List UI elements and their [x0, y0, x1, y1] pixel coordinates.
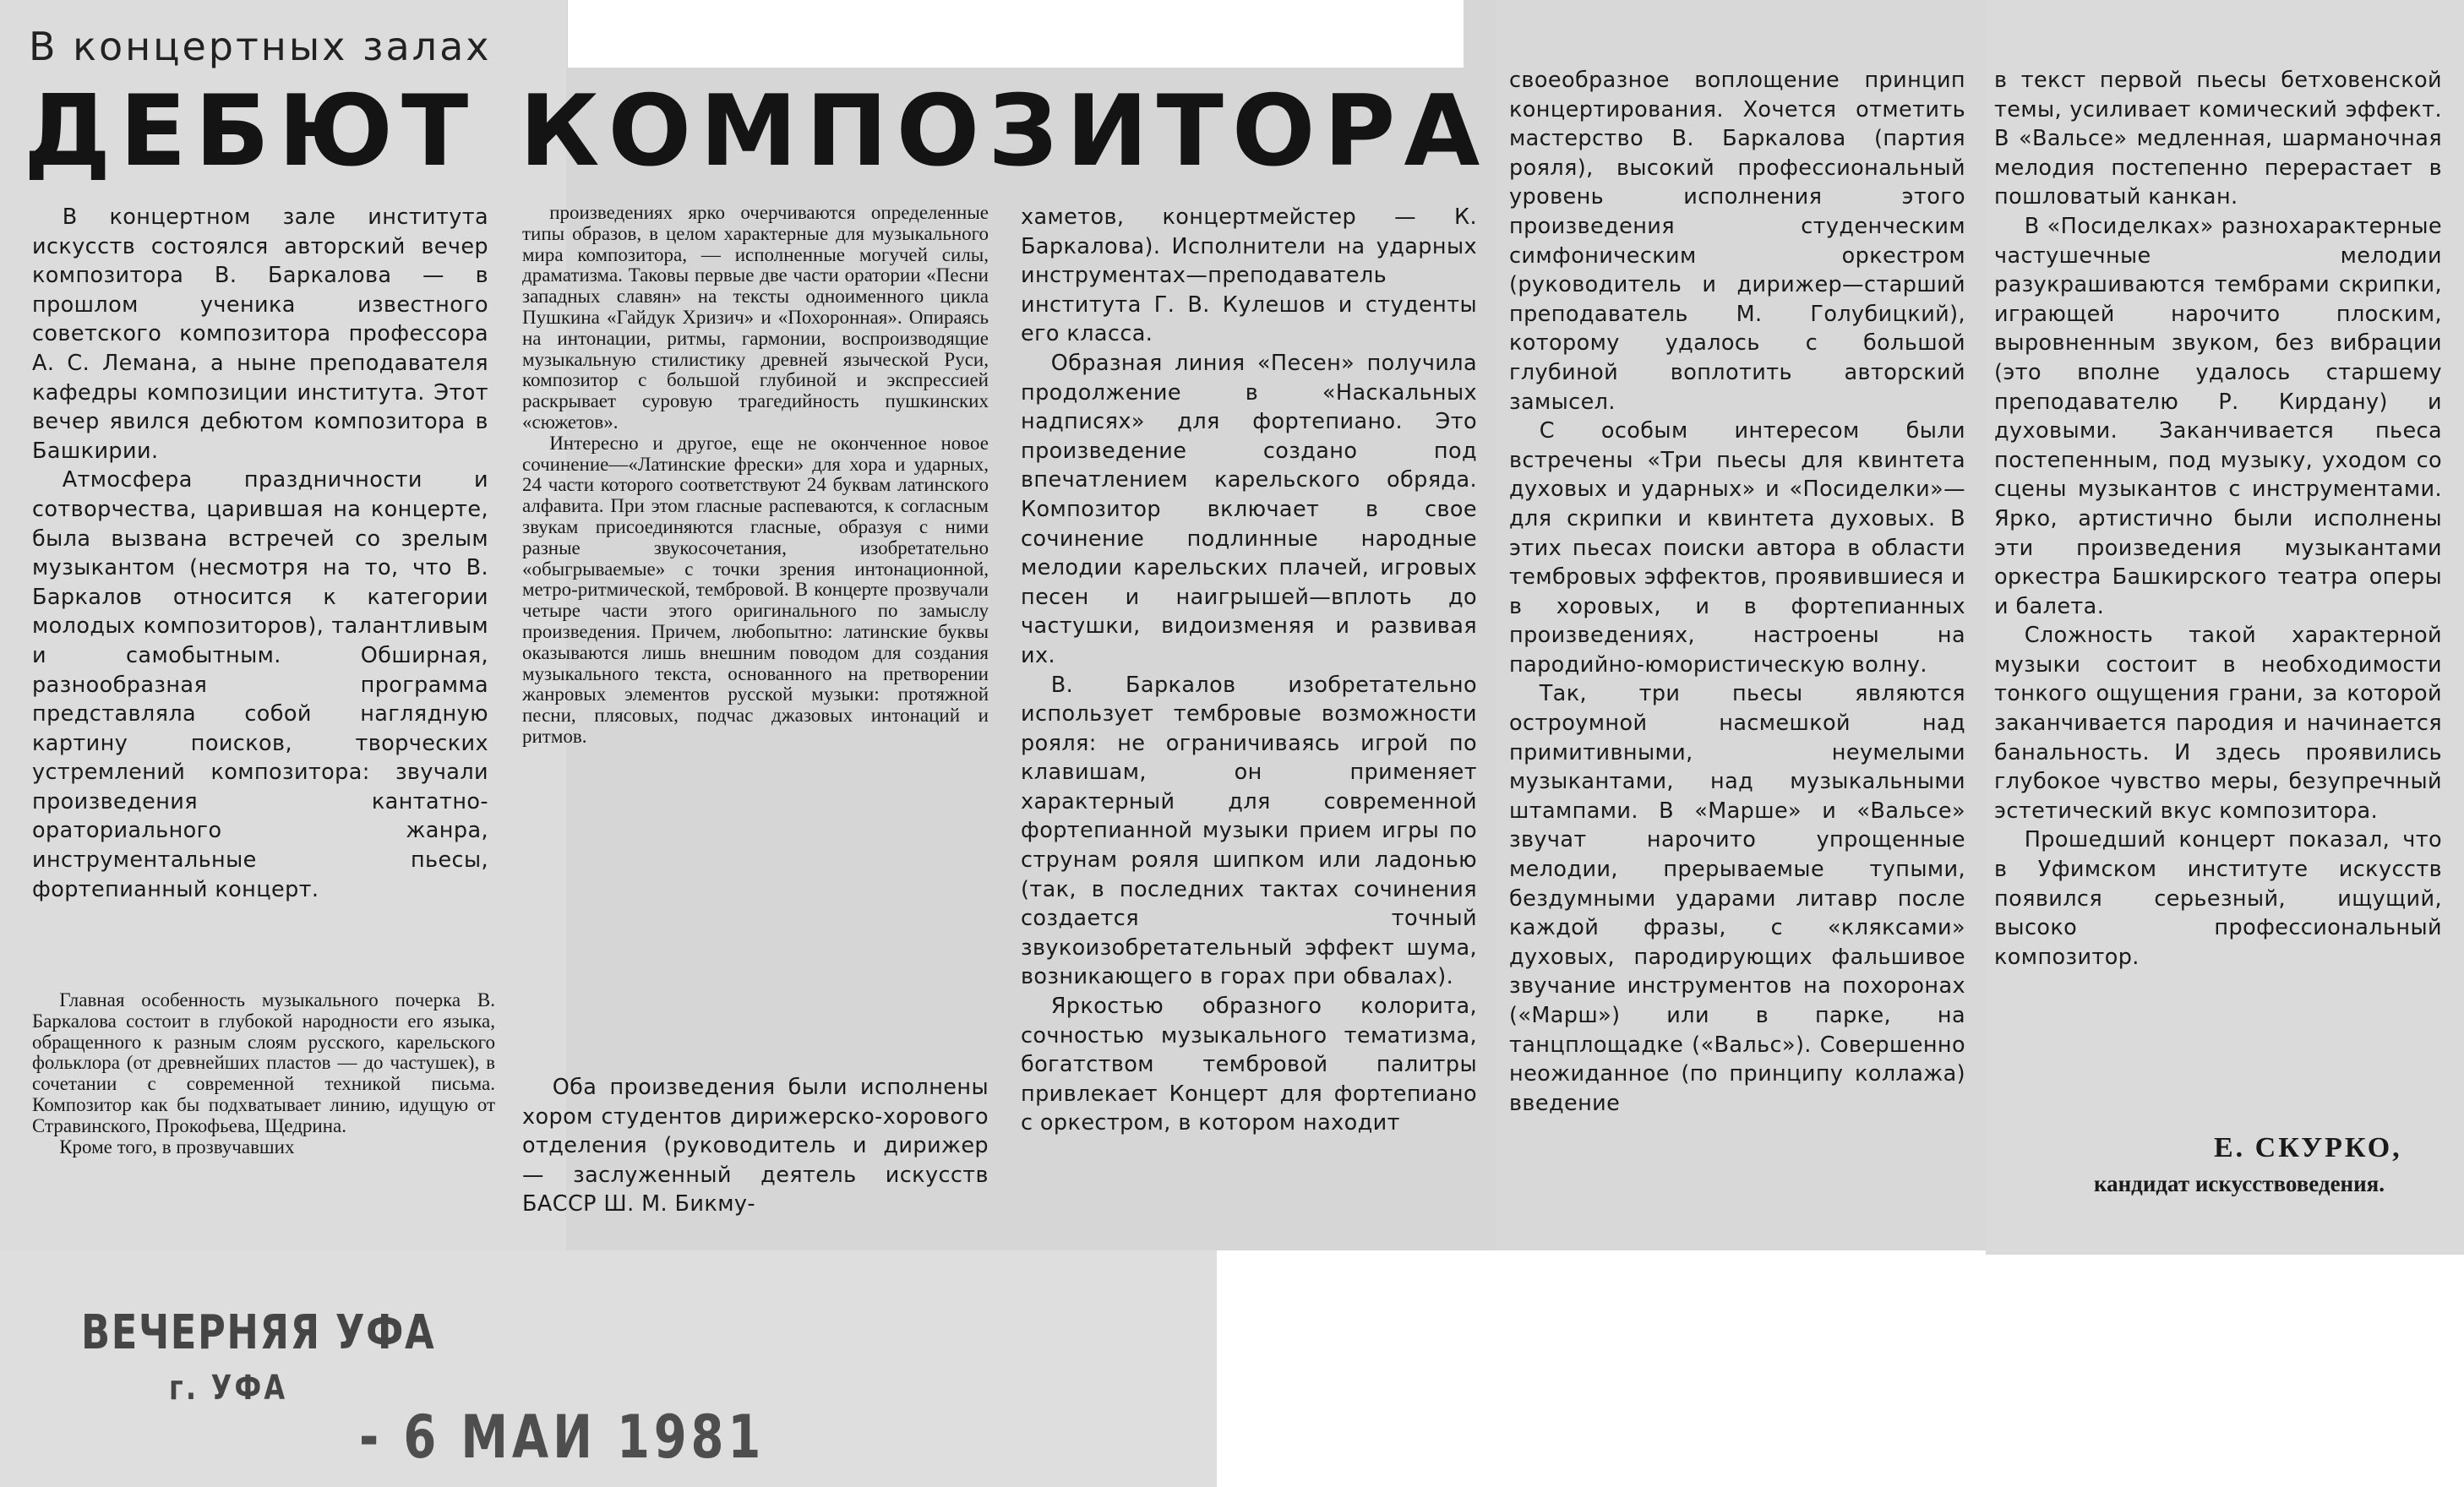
paragraph: произведениях ярко очерчиваются определенные типы образов, в целом характерные для музыкального мира композитора, — исполненные могучей силы, драматизма. Таковы первые две части оратории «Песни западных славян» на тексты одноименного цикла Пушкина «Гайдук Хризич» и «Похоронная». Опираясь на интонации, ритмы, гармонии, воспроизводящие музыкальную стилистику древней языческой Руси, композитор с большой глубиной и экспрессией раскрывает суровую трагедийность пушкинских «сюжетов». — [522, 202, 989, 433]
paragraph: Прошедший концерт показал, что в Уфимском институте искусств появился серьезный, ищущий, высоко профессиональный композитор. — [1994, 827, 2442, 970]
headline: ДЕБЮТ КОМПОЗИТОРА — [24, 74, 1489, 188]
author-name: Е. СКУРКО, — [2214, 1132, 2402, 1163]
newspaper-stamp: ВЕЧЕРНЯЯ УФА — [81, 1305, 436, 1360]
paragraph: С особым интересом были встречены «Три пьесы для квинтета духовых и ударных» и «Посиделки»—для скрипки и квинтета духовых. В этих пьесах поиски автора в области тембровых эффектов, проявившиеся и в хоровых, и в фортепианных произведениях, настроены на пародийно-юмористическую волну. — [1509, 418, 1965, 678]
top-gap — [568, 0, 1464, 68]
paragraph: В. Баркалов изобретательно использует тембровые возможности рояля: не ограничиваясь игрой по клавишам, он применяет характерный для современной фортепианной музыки прием игры по струнам рояля шипком или ладонью (так, в последних тактах сочинения создается точный звукоизобретательный эффект шума, возникающего в горах при обвалах). — [1021, 672, 1477, 990]
article-column-5 — [1994, 66, 2442, 970]
paragraph: В «Посиделках» разнохарактерные частушечные мелодии разукрашиваются тембрами скрипки, играющей нарочито плоским, выровненным звуком, без вибрации (это вполне удалось старшему преподавателю Р. Кирдану) и духовыми. Заканчивается пьеса постепенным, под музыку, уходом со сцены музыкантов с инструментами. Ярко, артистично были исполнены эти произведения музыкантами оркестра Башкирского театра оперы и балета. — [1994, 213, 2442, 619]
date-stamp: - 6 МАИ 1981 — [359, 1403, 766, 1472]
rubric: В концертных залах — [29, 24, 492, 69]
paragraph: В концертном зале института искусств состоялся авторский вечер композитора В. Баркалова — в прошлом ученика известного советского композитора профессора А. С. Лемана, а ныне преподавателя кафедры композиции института. Этот вечер явился дебютом композитора в Башкирии. — [32, 204, 488, 464]
blank-area — [1217, 1263, 2464, 1487]
city-stamp: г. УФА — [169, 1369, 288, 1408]
paragraph: в текст первой пьесы бетховенской темы, усиливает комический эффект. В «Вальсе» медленная, шарманочная мелодия постепенно перерастает в пошловатый канкан. — [1994, 68, 2442, 210]
paragraph: Оба произведения были исполнены хором студентов дирижерско-хорового отделения (руководитель и дирижер — заслуженный деятель искусств БАССР Ш. М. Бикму- — [522, 1075, 989, 1217]
paragraph: Атмосфера праздничности и сотворчества, царившая на концерте, была вызвана встречей со зрелым музыкантом (несмотря на то, что В. Баркалов относится к категории молодых композиторов), талантливым и самобытным. Обширная, разнообразная программа представляла собой наглядную картину поисков, творческих устремлений композитора: звучали произведения кантатно-ораториального жанра, инструментальные пьесы, фортепианный концерт. — [32, 467, 488, 902]
paragraph: Яркостью образного колорита, сочностью музыкального тематизма, богатством тембровой палитры привлекает Концерт для фортепиано с оркестром, в котором находит — [1021, 994, 1477, 1136]
paragraph: Главная особенность музыкального почерка В. Баркалова состоит в глубокой народности его языка, обращенного к разным слоям русского, карельского фольклора (от древнейших пластов — до частушек), в сочетании с современной техникой письма. Композитор как бы подхватывает линию, идущую от Стравинского, Прокофьева, Щедрина. — [32, 989, 495, 1136]
article-column-3 — [1021, 203, 1477, 1255]
author-title: кандидат искусствоведения. — [2093, 1171, 2385, 1196]
article-column-2 — [522, 203, 989, 1056]
paragraph: Сложность такой характерной музыки состоит в необходимости тонкого ощущения грани, за которой заканчивается пародия и начинается банальность. И здесь проявились глубокое чувство меры, безупречный эстетический вкус композитора. — [1994, 623, 2442, 824]
paragraph: Интересно и другое, еще не оконченное новое сочинение—«Латинские фрески» для хора и ударных, 24 части которого соответствуют 24 буквам латинского алфавита. При этом гласные распеваются, к согласным звукам присоединяются гласные, образуя с ними разные звукосочетания, изобретательно «обыгрываемые» с точки зрения интонационной, метро-ритмической, тембровой. В концерте прозвучали четыре части этого оригинального по замыслу произведения. Причем, любопытно: латинские буквы оказываются лишь внешним поводом для создания музыкального текста, основанного на претворении жанровых элементов русской музыки: протяжной песни, плясовых, подчас джазовых интонаций и ритмов. — [522, 432, 989, 747]
paragraph: своеобразное воплощение принцип концертирования. Хочется отметить мастерство В. Баркалова (партия рояля), высокий профессиональный уровень исполнения этого произведения студенческим симфоническим оркестром (руководитель и дирижер—старший преподаватель М. Голубицкий), которому удалось с большой глубиной воплотить авторский замысел. — [1509, 68, 1965, 415]
article-column-1-continued — [32, 990, 495, 1256]
paragraph: Образная линия «Песен» получила продолжение в «Наскальных надписях» для фортепиано. Это произведение создано под впечатлением карельского обряда. Композитор включает в свое сочинение подлинные народные мелодии карельских плачей, игровых песен и наигрышей—вплоть до частушки, видоизменяя и развивая их. — [1021, 350, 1477, 668]
paragraph: хаметов, концертмейстер — К. Баркалова). Исполнители на ударных инструментах—преподаватель института Г. В. Кулешов и студенты его класса. — [1021, 204, 1477, 347]
paragraph: Кроме того, в прозвучавших — [59, 1136, 295, 1157]
article-column-4 — [1509, 66, 1965, 1249]
article-column-2-continued — [522, 1073, 989, 1259]
paragraph: Так, три пьесы являются остроумной насмешкой над примитивными, неумелыми музыкантами, над музыкальными штампами. В «Марше» и «Вальсе» звучат нарочито упрощенные мелодии, прерываемые тупыми, бездумными ударами литавр после каждой фразы, с «кляксами» духовых, пародирующих фальшивое звучание инструментов на похоронах («Марш») или в парке, на танцплощадке («Вальс»). Совершенно неожиданное (по принципу коллажа) введение — [1509, 681, 1965, 1116]
